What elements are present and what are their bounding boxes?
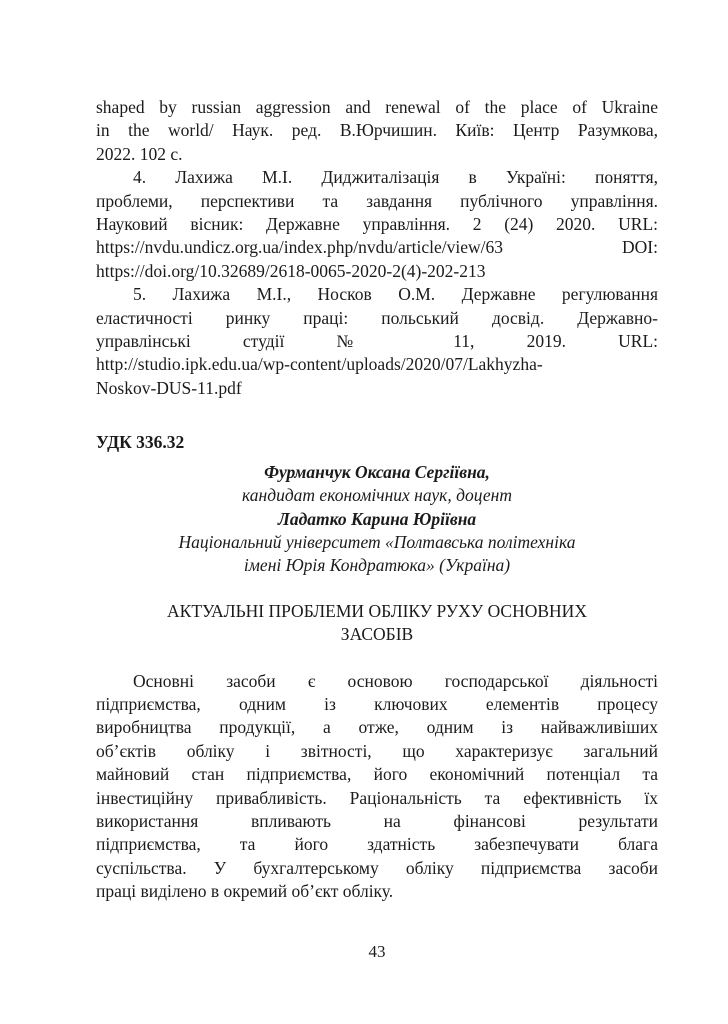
- text-line: Науковий вісник: Державне управління. 2 (24) 2020. URL:: [96, 214, 658, 235]
- reference-3-continuation: [96, 96, 658, 166]
- text-line: праці виділено в окремий об’єкт обліку.: [96, 881, 394, 902]
- text-line: Основні засоби є основою господарської діяльності: [133, 670, 658, 691]
- reference-5: [96, 283, 658, 400]
- reference-url: https://nvdu.undicz.org.ua/index.php/nvdu/article/view/63 DOI:: [96, 237, 658, 258]
- text-line: 2022. 102 с.: [96, 143, 183, 164]
- author-name: Ладатко Карина Юріївна: [277, 508, 477, 529]
- author-affiliation: імені Юрія Кондратюка» (Україна): [243, 555, 511, 576]
- text-line: Noskov-DUS-11.pdf: [96, 377, 242, 398]
- text-line: інвестиційну привабливість. Раціональність та ефективність їх: [96, 787, 658, 808]
- author-name: Фурманчук Оксана Сергіївна,: [264, 461, 490, 482]
- text-line: виробництва продукції, а отже, одним із найважливіших: [96, 717, 658, 738]
- text-line: shaped by russian aggression and renewal of the place of Ukraine: [96, 97, 658, 117]
- reference-url: http://studio.ipk.edu.ua/wp-content/uploads/2020/07/Lakhyzha-: [96, 354, 543, 375]
- page-number: 43: [368, 942, 386, 961]
- text-line: in the world/ Наук. ред. В.Юрчишин. Київ: Центр Разумкова,: [96, 120, 658, 141]
- text-line: використання впливають на фінансові результати: [96, 810, 658, 831]
- text-line: еластичності ринку праці: польський досвід. Державно-: [96, 307, 658, 328]
- text-line: майновий стан підприємства, його економічний потенціал та: [96, 764, 658, 785]
- page-content: [96, 96, 658, 904]
- body-paragraph: [96, 670, 658, 904]
- text-line: підприємства, та його здатність забезпечувати блага: [96, 834, 658, 855]
- article-title: [96, 600, 658, 647]
- text-line: проблеми, перспективи та завдання публічного управління.: [96, 190, 658, 211]
- text-line: 5. Лахижа М.І., Носков О.М. Державне регулювання: [133, 284, 658, 305]
- reference-doi: https://doi.org/10.32689/2618-0065-2020-2(4)-202-213: [96, 260, 486, 281]
- article-title-line: АКТУАЛЬНІ ПРОБЛЕМИ ОБЛІКУ РУХУ ОСНОВНИХ: [167, 600, 587, 621]
- text-line: 4. Лахижа М.І. Диджиталізація в Україні: поняття,: [133, 167, 658, 188]
- authors-block: [96, 461, 658, 578]
- author-affiliation: Національний університет «Полтавська політехніка: [178, 531, 576, 552]
- reference-4: [96, 166, 658, 283]
- text-line: суспільства. У бухгалтерському обліку підприємства засоби: [96, 857, 658, 878]
- text-line: управлінські студії № 11, 2019. URL:: [96, 331, 658, 352]
- article-title-line: ЗАСОБІВ: [340, 624, 414, 645]
- udc-code: УДК 336.32: [96, 432, 185, 453]
- text-line: об’єктів обліку і звітності, що характеризує загальний: [96, 740, 658, 761]
- author-degree: кандидат економічних наук, доцент: [242, 485, 512, 506]
- text-line: підприємства, одним із ключових елементів процесу: [96, 693, 658, 714]
